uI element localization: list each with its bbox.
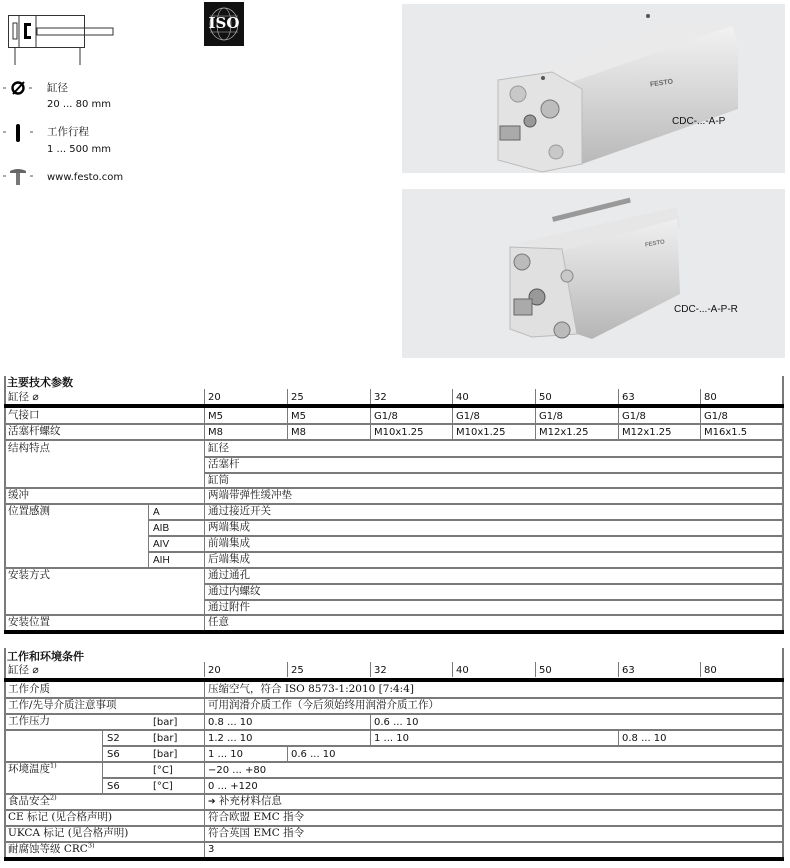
variant-label: S6 [107,749,120,760]
row-label: 工作/先导介质注意事项 [8,699,117,711]
unit-label: [°C] [153,765,173,776]
iso-logo [204,2,244,46]
sensing-code: AIV [153,539,170,550]
cell-value: 0.8 ... 10 [208,717,253,728]
row-label-text: 耐腐蚀等级 CRC [8,843,88,855]
bore-40: 40 [456,392,469,403]
spec-stroke-value: 1 ... 500 mm [47,144,112,155]
stroke-icon [3,123,43,143]
cell-value: 0.8 ... 10 [622,733,667,744]
cell-value: 任意 [208,616,229,628]
spec-stroke [0,123,200,159]
bore-20: 20 [208,665,221,676]
cell-value: 后端集成 [208,553,250,565]
cell-value: G1/8 [539,411,563,422]
footnote: 2) [50,793,57,802]
row-label: 安装位置 [8,616,50,628]
bore-40: 40 [456,665,469,676]
cell-value: 两端带弹性缓冲垫 [208,489,292,501]
unit-label: [bar] [153,717,178,728]
sensing-code: AIB [153,523,170,534]
cell-value: 活塞杆 [208,458,240,470]
variant-label: S6 [107,781,120,792]
bore-80: 80 [704,665,717,676]
main-technical-data-table [0,370,790,640]
row-label: 工作压力 [8,715,50,727]
cell-value: 0 ... +120 [208,781,258,792]
row-label: CE 标记 (见合格声明) [8,811,113,823]
bore-63: 63 [622,392,635,403]
spec-bore [0,78,200,114]
cell-value: 3 [208,844,215,855]
cell-value: G1/8 [456,411,480,422]
spec-bore-value: 20 ... 80 mm [47,99,112,110]
footnote: 1) [50,761,57,770]
diameter-icon [3,80,43,96]
cell-value: M8 [291,427,306,438]
sensing-code: A [153,507,160,518]
cell-value: 1 ... 10 [208,749,243,760]
bore-50: 50 [539,392,552,403]
row-label-text: 环境温度 [8,763,50,775]
table-title: 工作和环境条件 [7,650,84,663]
unit-label: [bar] [153,733,178,744]
bore-20: 20 [208,392,221,403]
cell-value: G1/8 [374,411,398,422]
product-brand-label: FESTO [644,239,666,249]
product-photo-cdc-a-p [402,4,785,173]
cell-value: 缸筒 [208,474,229,486]
product-caption: CDC-...-A-P [672,116,726,127]
cell-value: 可用润滑介质工作（今后须始终用润滑介质工作） [208,699,439,711]
row-label: UKCA 标记 (见合格声明) [8,827,129,839]
cell-value: M12x1.25 [539,427,589,438]
cell-value: G1/8 [704,411,728,422]
cell-value: M5 [291,411,306,422]
bore-25: 25 [291,392,304,403]
bore-32: 32 [374,665,387,676]
cell-value: G1/8 [622,411,646,422]
cell-value: 1.2 ... 10 [208,733,253,744]
row-label: 位置感测 [8,505,50,517]
cell-value: M8 [208,427,223,438]
cell-value: 1 ... 10 [374,733,409,744]
cell-value: 通过接近开关 [208,505,271,517]
row-label [5,762,57,777]
product-caption: CDC-...-A-P-R [674,304,738,315]
variant-label: S2 [107,733,120,744]
cell-value: 两端集成 [208,521,250,533]
cell-value: 缸径 [208,442,229,454]
cell-value: −20 ... +80 [208,765,267,776]
cell-value: M16x1.5 [704,427,748,438]
cell-value: M12x1.25 [622,427,672,438]
cell-value: M10x1.25 [374,427,424,438]
product-brand-label: FESTO [649,78,674,89]
cell-value: 通过通孔 [208,569,250,581]
spec-bore-label: 缸径 [47,82,68,94]
sensing-code: AIH [153,555,170,566]
cell-value: 通过内螺纹 [208,585,261,597]
link-text: 补充材料信息 [218,795,282,807]
table-title: 主要技术参数 [7,376,73,389]
bore-label: 缸径 ⌀ [8,664,39,676]
cell-value: 符合欧盟 EMC 指令 [208,811,305,823]
bore-63: 63 [622,665,635,676]
footnote: 3) [87,841,95,850]
row-label: 安装方式 [8,569,50,581]
row-label [5,842,94,857]
row-label: 缓冲 [8,489,29,501]
row-label: 活塞杆螺纹 [8,425,61,437]
unit-label: [°C] [153,781,173,792]
spec-website [0,168,200,188]
spec-stroke-label: 工作行程 [47,126,89,138]
operating-conditions-table [0,642,790,866]
cell-value: 前端集成 [208,537,250,549]
cylinder-symbol-icon [4,12,116,67]
row-label: 结构特点 [8,442,50,454]
unit-label: [bar] [153,749,178,760]
row-label: 工作介质 [8,683,50,695]
bore-32: 32 [374,392,387,403]
product-photo-cdc-a-p-r [402,189,785,358]
cell-value: 0.6 ... 10 [374,717,419,728]
cell-value: 0.6 ... 10 [291,749,336,760]
bore-label: 缸径 ⌀ [8,391,39,403]
bore-25: 25 [291,665,304,676]
cell-value: 符合英国 EMC 指令 [208,827,305,839]
cell-value: M5 [208,411,223,422]
row-label [5,794,57,809]
cell-value: 压缩空气，符合 ISO 8573-1:2010 [7:4:4] [208,683,414,695]
iso-logo-text: ISO [208,14,240,32]
website-link[interactable]: www.festo.com [47,172,124,183]
cell-value: M10x1.25 [456,427,506,438]
arrow-right-icon: ➔ [208,797,216,807]
row-label: 气接口 [8,409,40,421]
screw-icon [3,168,43,186]
row-label-text: 食品安全 [8,795,50,807]
bore-50: 50 [539,665,552,676]
supplementary-info-link[interactable] [205,794,282,810]
cell-value: 通过附件 [208,601,250,613]
bore-80: 80 [704,392,717,403]
